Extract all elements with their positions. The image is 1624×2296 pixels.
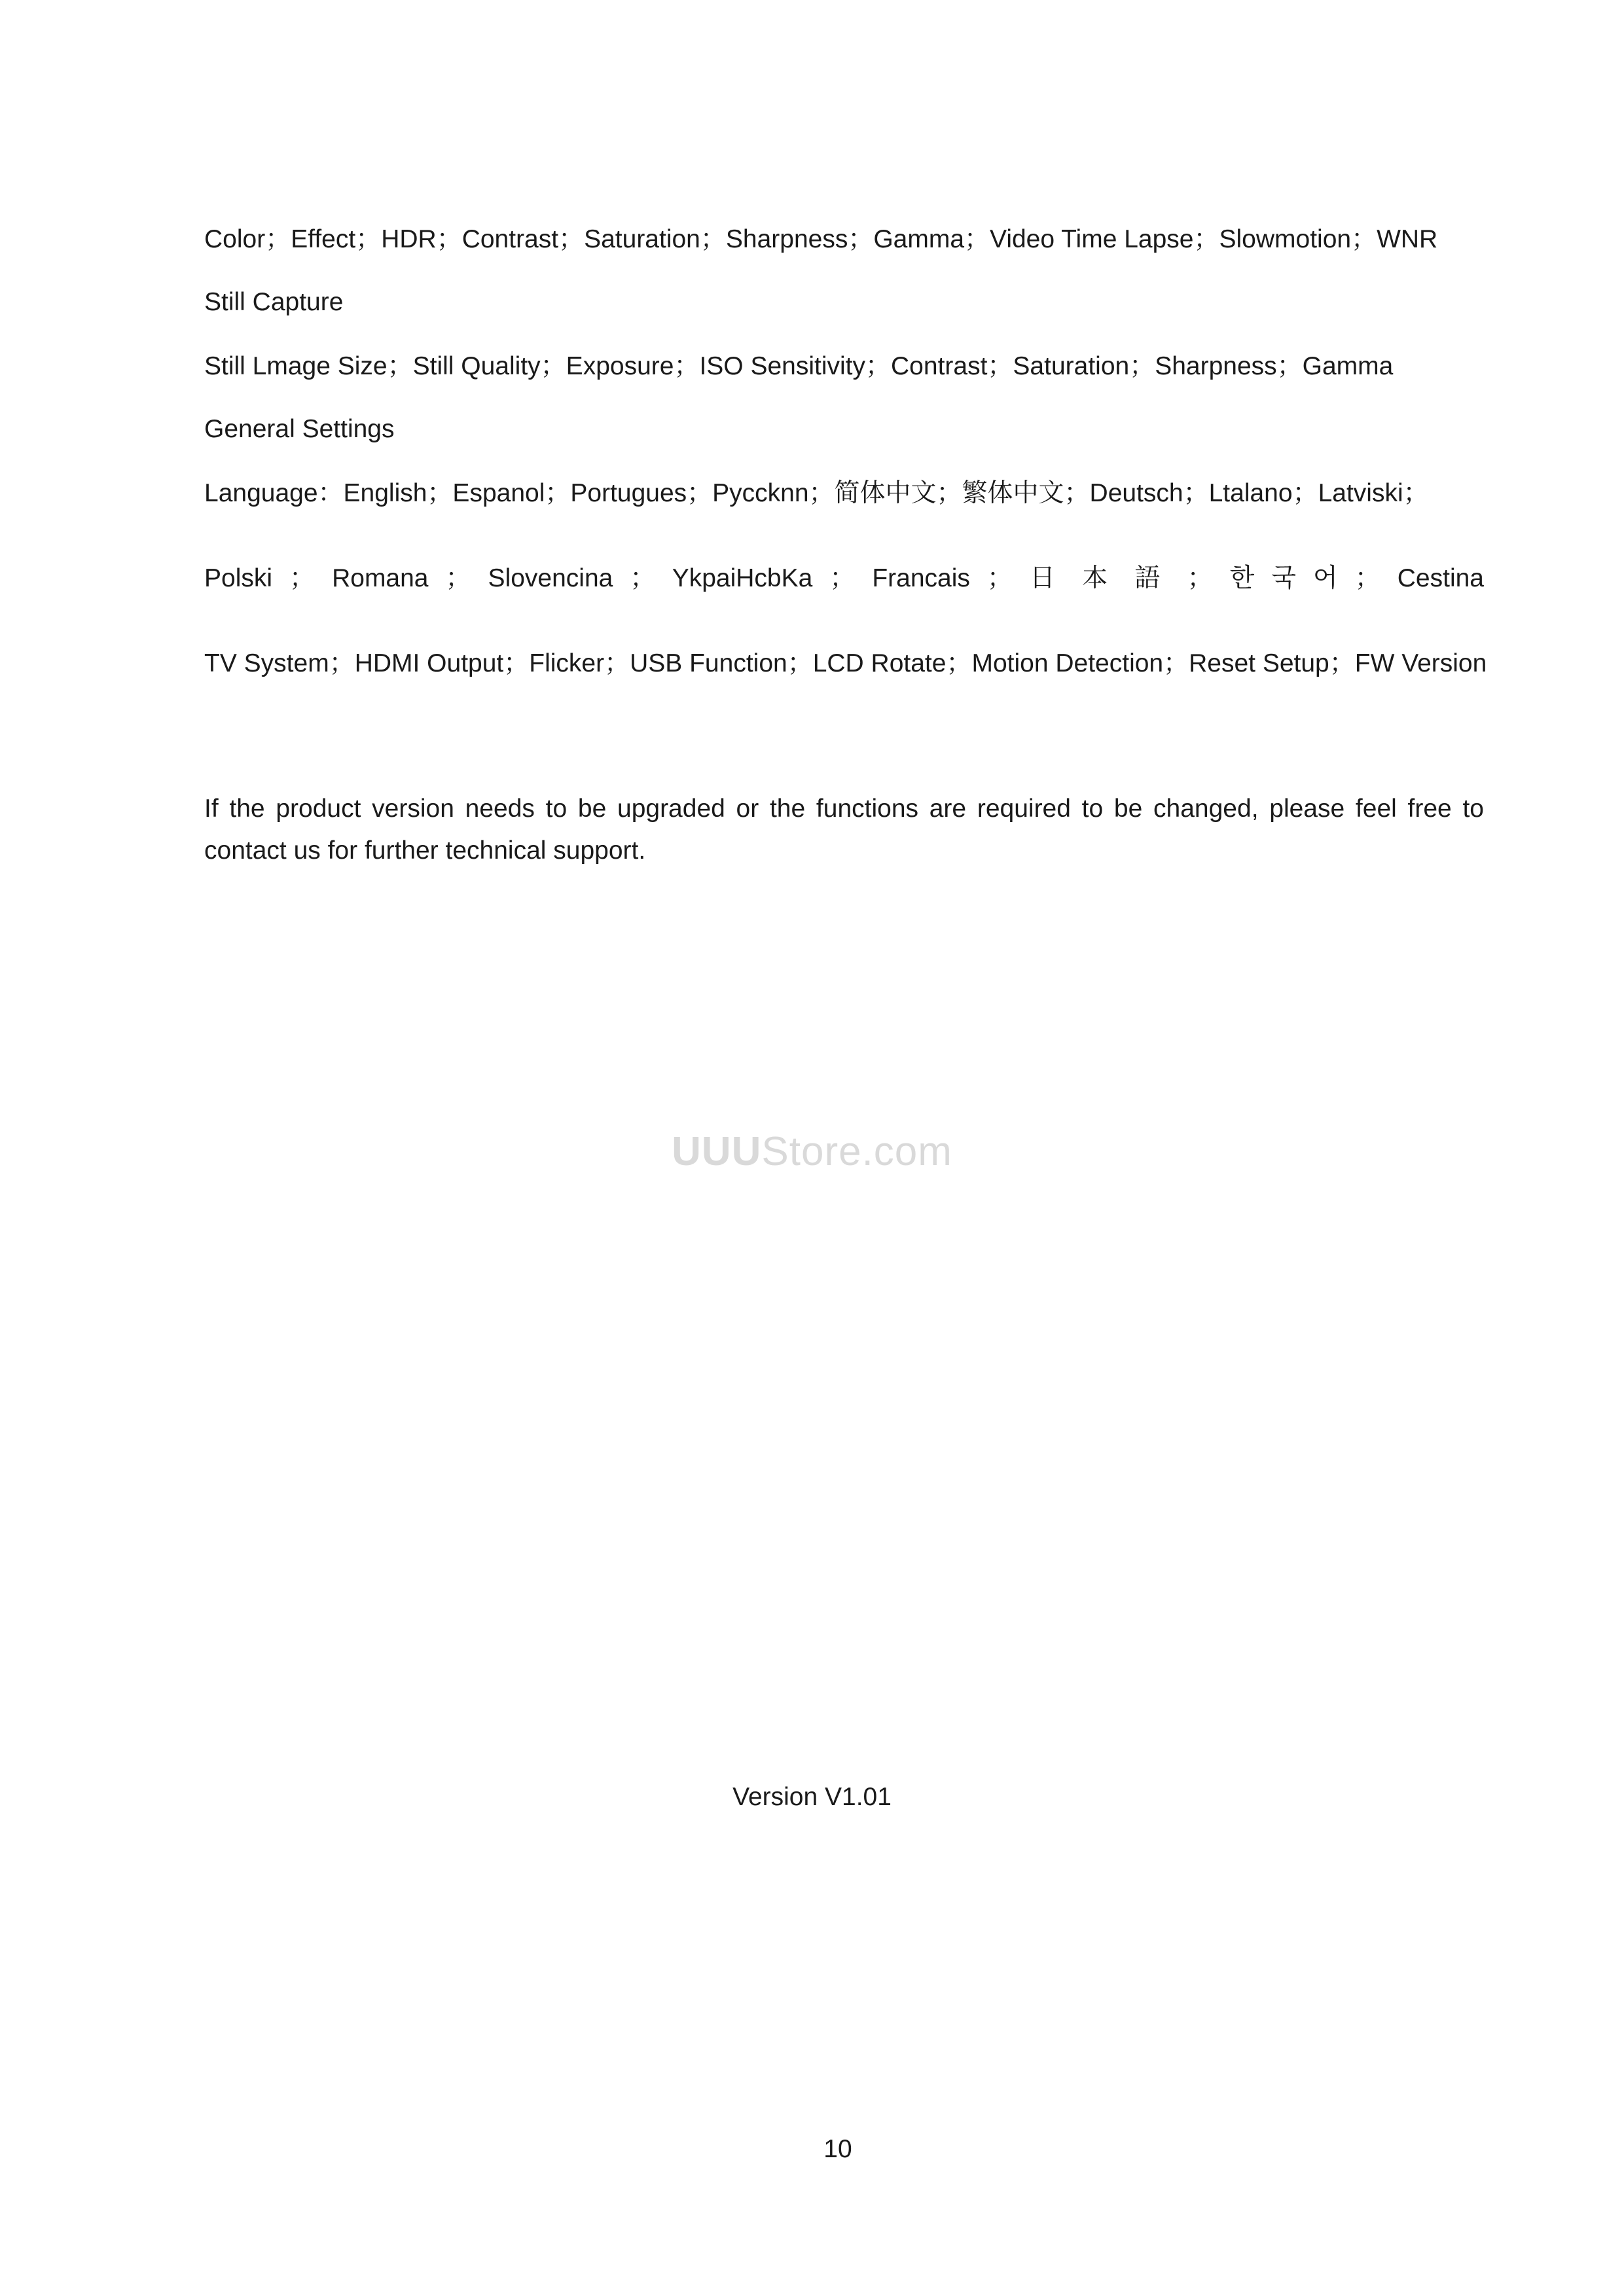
still-capture-heading: Still Capture	[204, 288, 344, 316]
general-settings-options-line: TV System；HDMI Output；Flicker；USB Function；LCD Rotate；Motion Detection；Reset Setup；FW Version	[204, 649, 1487, 677]
version-label: Version V1.01	[732, 1783, 892, 1811]
watermark	[0, 1126, 1624, 1178]
general-settings-heading: General Settings	[204, 415, 395, 443]
watermark-light-text: Store.com	[761, 1129, 952, 1174]
support-paragraph: If the product version needs to be upgraded or the functions are required to be changed, please feel free to contact us for further technical support.	[204, 795, 1484, 865]
page-number: 10	[823, 2135, 852, 2163]
still-capture-settings-line: Still Lmage Size；Still Quality；Exposure；ISO Sensitivity；Contrast；Saturation；Sharpness；Gamma	[204, 352, 1394, 380]
language-options-line-2: Polski ； Romana ； Slovencina ； YkpaiHcbKa ； Francais ； 日 本 語 ； 한 국 어 ； Cestina	[204, 564, 1484, 592]
language-options-line-1: Language：English；Espanol；Portugues；Pyccknn；简体中文；繁体中文；Deutsch；Ltalano；Latviski；	[204, 479, 1429, 507]
watermark-bold-text: UUU	[672, 1129, 762, 1174]
video-settings-line: Color；Effect；HDR；Contrast；Saturation；Sharpness；Gamma；Video Time Lapse；Slowmotion；WNR	[204, 225, 1438, 253]
